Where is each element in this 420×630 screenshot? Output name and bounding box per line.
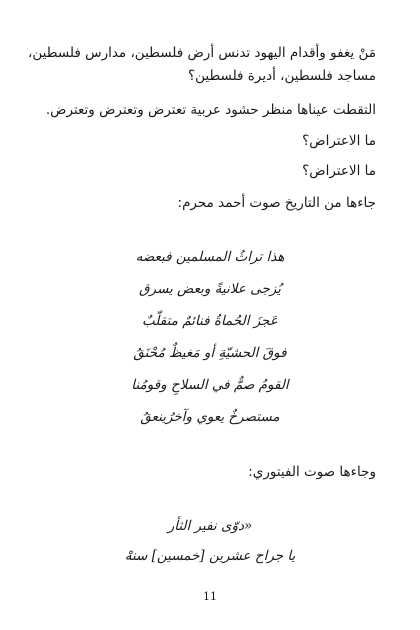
poem-1-line: عَجزَ الحُماةُ فنائمٌ متقلّبٌ [142,313,278,329]
poem-2-line: «دوّى نفير الثأر [167,518,253,534]
poem-1-line: فوقَ الحشيّةِ أو مَغيظٌ مُحْنَقُ [133,345,287,361]
poem-1-line: مستصرخٌ يعوي وآخرُينعقُ [140,409,280,425]
question-1: ما الاعتراض؟ [302,133,376,149]
poem-1-line: القومُ صمٌّ في السلاحِ وقومُنا [131,377,289,393]
paragraph-1-line-2: مساجد فلسطين، أديرة فلسطين؟ [187,68,376,84]
intro-al-fayturi: وجاءها صوت الفيتوري: [248,464,376,480]
paragraph-1-line-1: مَنْ يغفو وأقدام اليهود تدنس أرض فلسطين، مدارس فلسطين، [28,45,376,61]
poem-1-line: يُزجى علانيةً وبعض يسرق [139,281,281,297]
paragraph-2: التقطت عيناها منظر حشود عربية تعترض وتعترض وتعترض. [45,102,376,118]
page-number: 11 [203,590,217,603]
question-2: ما الاعتراض؟ [302,163,376,179]
intro-ahmad-muharram: جاءها من التاريخ صوت أحمد محرم: [177,195,376,211]
poem-1-line: هذا تراثُ المسلمين فبعضه [135,249,285,265]
poem-2-line: يا جراح عشرين [خمسين] سنهْ [124,548,296,564]
